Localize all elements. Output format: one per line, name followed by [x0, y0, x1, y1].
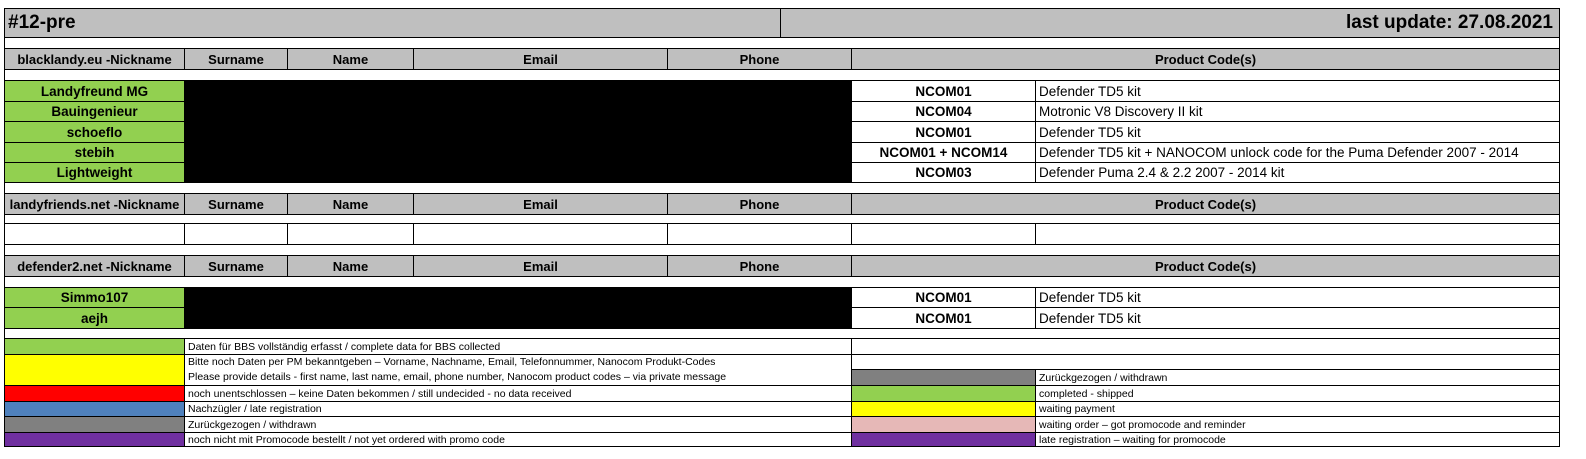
redacted-block — [184, 162, 851, 182]
surname-header: Surname — [184, 48, 287, 69]
legend-swatch — [4, 432, 184, 447]
surname-header: Surname — [184, 193, 287, 214]
product-cell: Defender TD5 kit + NANOCOM unlock code for the Puma Defender 2007 - 2014 — [1035, 142, 1560, 162]
product-cell: Defender TD5 kit — [1035, 287, 1560, 307]
legend-row — [4, 354, 1560, 385]
name-header: Name — [287, 193, 413, 214]
name-header: Name — [287, 255, 413, 276]
product-codes-header: Product Code(s) — [851, 255, 1560, 276]
last-update: last update: 27.08.2021 — [780, 8, 1560, 37]
legend-swatch — [851, 401, 1035, 416]
legend-row — [4, 416, 1560, 432]
code-cell: NCOM01 + NCOM14 — [851, 142, 1035, 162]
redacted-block — [184, 80, 851, 101]
nickname-cell: schoeflo — [4, 121, 184, 142]
table-row — [4, 162, 1560, 182]
code-cell: NCOM01 — [851, 307, 1035, 328]
product-codes-header: Product Code(s) — [851, 48, 1560, 69]
legend-swatch — [851, 385, 1035, 401]
legend-text: waiting order – got promocode and reminder — [1035, 416, 1560, 432]
legend-text: Daten für BBS vollständig erfasst / complete data for BBS collected — [184, 338, 851, 354]
legend-swatch — [4, 338, 184, 354]
nickname-cell: Landyfreund MG — [4, 80, 184, 101]
legend-swatch — [4, 401, 184, 416]
product-cell: Defender TD5 kit — [1035, 121, 1560, 142]
phone-header: Phone — [667, 48, 851, 69]
sheet-title: #12-pre — [4, 8, 780, 37]
legend-text: Nachzügler / late registration — [184, 401, 851, 416]
product-cell: Defender Puma 2.4 & 2.2 2007 - 2014 kit — [1035, 162, 1560, 182]
legend-text: completed - shipped — [1035, 385, 1560, 401]
name-header: Name — [287, 48, 413, 69]
legend-row — [4, 401, 1560, 416]
nickname-cell: aejh — [4, 307, 184, 328]
empty-row — [4, 223, 1560, 244]
code-cell: NCOM03 — [851, 162, 1035, 182]
product-cell: Motronic V8 Discovery II kit — [1035, 101, 1560, 121]
email-header: Email — [413, 193, 667, 214]
legend-text: Zurückgezogen / withdrawn — [184, 416, 851, 432]
legend-row — [4, 432, 1560, 447]
legend-text: noch unentschlossen – keine Daten bekommen / still undecided - no data received — [184, 385, 851, 401]
email-header: Email — [413, 48, 667, 69]
table-row — [4, 142, 1560, 162]
legend-swatch — [4, 385, 184, 401]
legend-text: waiting payment — [1035, 401, 1560, 416]
nickname-header: defender2.net -Nickname — [4, 255, 184, 276]
table-row — [4, 80, 1560, 101]
legend-text: late registration – waiting for promocode — [1035, 432, 1560, 447]
nickname-cell: stebih — [4, 142, 184, 162]
redacted-block — [184, 307, 851, 328]
section-header-blacklandy — [4, 48, 1560, 69]
code-cell: NCOM01 — [851, 121, 1035, 142]
nickname-cell: Lightweight — [4, 162, 184, 182]
legend-swatch — [4, 416, 184, 432]
title-row — [4, 8, 1560, 37]
legend-swatch — [851, 369, 1035, 385]
code-cell: NCOM01 — [851, 80, 1035, 101]
redacted-block — [184, 287, 851, 307]
redacted-block — [184, 121, 851, 142]
product-cell: Defender TD5 kit — [1035, 80, 1560, 101]
legend-row — [4, 385, 1560, 401]
section-header-landyfriends — [4, 193, 1560, 214]
legend-text: noch nicht mit Promocode bestellt / not yet ordered with promo code — [184, 432, 851, 447]
phone-header: Phone — [667, 193, 851, 214]
redacted-block — [184, 142, 851, 162]
nickname-cell: Simmo107 — [4, 287, 184, 307]
legend-swatch — [4, 354, 184, 385]
surname-header: Surname — [184, 255, 287, 276]
table-row — [4, 307, 1560, 328]
legend-text: Zurückgezogen / withdrawn — [1035, 369, 1560, 385]
product-cell: Defender TD5 kit — [1035, 307, 1560, 328]
section-header-defender2 — [4, 255, 1560, 276]
legend-swatch — [851, 416, 1035, 432]
table-row — [4, 121, 1560, 142]
legend-row — [4, 338, 1560, 354]
nickname-header: blacklandy.eu -Nickname — [4, 48, 184, 69]
redacted-block — [184, 101, 851, 121]
nickname-header: landyfriends.net -Nickname — [4, 193, 184, 214]
table-row — [4, 287, 1560, 307]
email-header: Email — [413, 255, 667, 276]
table-row — [4, 101, 1560, 121]
nickname-cell: Bauingenieur — [4, 101, 184, 121]
phone-header: Phone — [667, 255, 851, 276]
legend-swatch — [851, 432, 1035, 447]
code-cell: NCOM01 — [851, 287, 1035, 307]
code-cell: NCOM04 — [851, 101, 1035, 121]
legend-text: Bitte noch Daten per PM bekanntgeben – Vorname, Nachname, Email, Telefonnummer, Nanocom Produkt-Codes Please provide details - first name, last name, email, phone number, Nanocom product codes – via private message — [184, 354, 851, 385]
product-codes-header: Product Code(s) — [851, 193, 1560, 214]
